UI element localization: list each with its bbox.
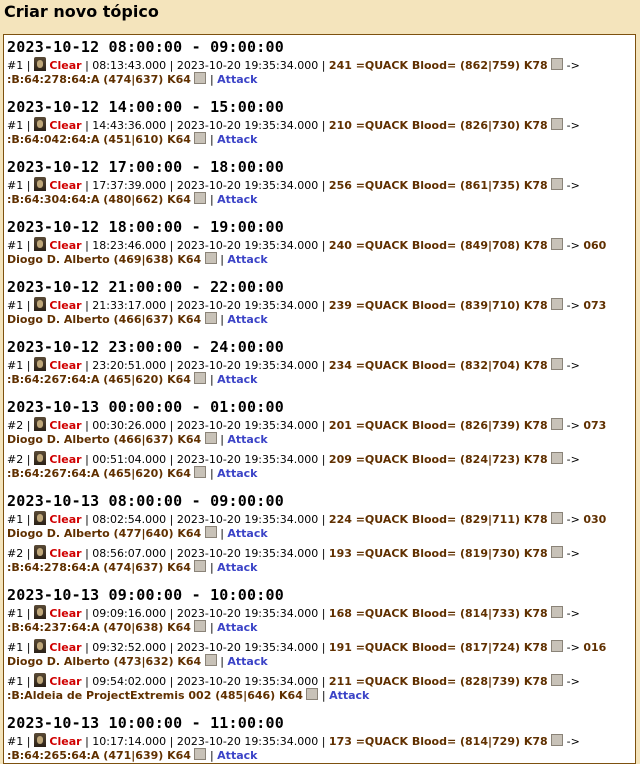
- command-row: #1 | Clear | 17:37:39.000 | 2023-10-20 19:35:34.000 | 256 =QUACK Blood= (861|735) K78 -> :B:64:304:64:A (480|662) K64 | Attack: [7, 179, 580, 206]
- village-info-icon[interactable]: [205, 252, 217, 264]
- attack-link[interactable]: Attack: [217, 373, 258, 386]
- attack-link[interactable]: Attack: [329, 689, 370, 702]
- attack-link[interactable]: Attack: [217, 561, 258, 574]
- command-number: #1: [7, 299, 24, 312]
- section-header: 2023-10-13 10:00:00 - 11:00:00: [7, 714, 284, 732]
- arrow-label: ->: [566, 735, 580, 748]
- village-info-icon[interactable]: [551, 118, 563, 130]
- section-header: 2023-10-12 21:00:00 - 22:00:00: [7, 278, 284, 296]
- clear-label: Clear: [49, 453, 82, 466]
- unit-icon: [34, 451, 46, 465]
- send-time: 23:20:51.000: [92, 359, 167, 372]
- send-time: 09:09:16.000: [92, 607, 167, 620]
- unit-icon: [34, 605, 46, 619]
- village-info-icon[interactable]: [551, 298, 563, 310]
- time-section: [7, 215, 632, 266]
- command-number: #1: [7, 607, 24, 620]
- command-row: #1 | Clear | 09:54:02.000 | 2023-10-20 19:35:34.000 | 211 =QUACK Blood= (828|739) K78 -> :B:Aldeia de ProjectExtremis 002 (485|646) K64 | Attack: [7, 675, 580, 702]
- clear-label: Clear: [49, 179, 82, 192]
- village-info-icon[interactable]: [551, 640, 563, 652]
- clear-label: Clear: [49, 59, 82, 72]
- village-info-icon[interactable]: [205, 654, 217, 666]
- arrow-label: ->: [566, 641, 580, 654]
- clear-label: Clear: [49, 419, 82, 432]
- village-info-icon[interactable]: [194, 192, 206, 204]
- clear-label: Clear: [49, 675, 82, 688]
- command-number: #2: [7, 547, 24, 560]
- send-time: 17:37:39.000: [92, 179, 167, 192]
- section-header: 2023-10-13 09:00:00 - 10:00:00: [7, 586, 284, 604]
- village-info-icon[interactable]: [551, 606, 563, 618]
- origin-village[interactable]: :B:64:304:64:A (480|662) K64: [7, 193, 191, 206]
- command-number: #1: [7, 239, 24, 252]
- command-number: #1: [7, 735, 24, 748]
- time-section: [7, 489, 632, 574]
- send-time: 09:32:52.000: [92, 641, 167, 654]
- village-info-icon[interactable]: [551, 734, 563, 746]
- command-number: #1: [7, 59, 24, 72]
- time-section: [7, 95, 632, 146]
- command-row: #2 | Clear | 00:51:04.000 | 2023-10-20 19:35:34.000 | 209 =QUACK Blood= (824|723) K78 -> :B:64:267:64:A (465|620) K64 | Attack: [7, 453, 580, 480]
- arrival-time: 2023-10-20 19:35:34.000: [176, 675, 319, 688]
- arrival-time: 2023-10-20 19:35:34.000: [176, 59, 319, 72]
- arrival-time: 2023-10-20 19:35:34.000: [176, 641, 319, 654]
- arrival-time: 2023-10-20 19:35:34.000: [176, 299, 319, 312]
- arrow-label: ->: [566, 119, 580, 132]
- arrival-time: 2023-10-20 19:35:34.000: [176, 419, 319, 432]
- section-header: 2023-10-12 17:00:00 - 18:00:00: [7, 158, 284, 176]
- target-village[interactable]: 173 =QUACK Blood= (814|729) K78: [328, 735, 548, 748]
- unit-icon: [34, 177, 46, 191]
- clear-label: Clear: [49, 359, 82, 372]
- village-info-icon[interactable]: [551, 674, 563, 686]
- arrival-time: 2023-10-20 19:35:34.000: [176, 453, 319, 466]
- target-village[interactable]: 210 =QUACK Blood= (826|730) K78: [328, 119, 548, 132]
- attack-link[interactable]: Attack: [217, 749, 258, 762]
- attack-link[interactable]: Attack: [227, 655, 268, 668]
- unit-icon: [34, 733, 46, 747]
- attack-link[interactable]: Attack: [217, 621, 258, 634]
- command-row: #2 | Clear | 08:56:07.000 | 2023-10-20 19:35:34.000 | 193 =QUACK Blood= (819|730) K78 -> :B:64:278:64:A (474|637) K64 | Attack: [7, 547, 580, 574]
- unit-icon: [34, 511, 46, 525]
- origin-village[interactable]: :B:64:278:64:A (474|637) K64: [7, 73, 191, 86]
- village-info-icon[interactable]: [194, 466, 206, 478]
- target-village[interactable]: 193 =QUACK Blood= (819|730) K78: [328, 547, 548, 560]
- attack-link[interactable]: Attack: [217, 133, 258, 146]
- send-time: 00:51:04.000: [92, 453, 167, 466]
- arrival-time: 2023-10-20 19:35:34.000: [176, 513, 319, 526]
- origin-village[interactable]: :B:64:278:64:A (474|637) K64: [7, 561, 191, 574]
- clear-label: Clear: [49, 607, 82, 620]
- command-row: #1 | Clear | 09:32:52.000 | 2023-10-20 19:35:34.000 | 191 =QUACK Blood= (817|724) K78 -> 016 Diogo D. Alberto (473|632) K64 | Attack: [7, 641, 607, 668]
- origin-village[interactable]: :B:64:267:64:A (465|620) K64: [7, 373, 191, 386]
- arrow-label: ->: [566, 239, 580, 252]
- village-info-icon[interactable]: [551, 358, 563, 370]
- arrow-label: ->: [566, 359, 580, 372]
- arrow-label: ->: [566, 453, 580, 466]
- origin-village[interactable]: :B:64:237:64:A (470|638) K64: [7, 621, 191, 634]
- target-village[interactable]: 168 =QUACK Blood= (814|733) K78: [328, 607, 548, 620]
- clear-label: Clear: [49, 735, 82, 748]
- village-info-icon[interactable]: [194, 72, 206, 84]
- send-time: 09:54:02.000: [92, 675, 167, 688]
- command-row: #1 | Clear | 09:09:16.000 | 2023-10-20 19:35:34.000 | 168 =QUACK Blood= (814|733) K78 -> :B:64:237:64:A (470|638) K64 | Attack: [7, 607, 580, 634]
- send-time: 18:23:46.000: [92, 239, 167, 252]
- arrow-label: ->: [566, 419, 580, 432]
- village-info-icon[interactable]: [551, 238, 563, 250]
- clear-label: Clear: [49, 641, 82, 654]
- command-number: #1: [7, 119, 24, 132]
- command-row: #1 | Clear | 08:02:54.000 | 2023-10-20 19:35:34.000 | 224 =QUACK Blood= (829|711) K78 -> 030 Diogo D. Alberto (477|640) K64 | Attack: [7, 513, 607, 540]
- clear-label: Clear: [49, 299, 82, 312]
- arrow-label: ->: [566, 299, 580, 312]
- arrow-label: ->: [566, 179, 580, 192]
- unit-icon: [34, 357, 46, 371]
- send-time: 14:43:36.000: [92, 119, 167, 132]
- time-section: [7, 35, 632, 86]
- attack-link[interactable]: Attack: [227, 527, 268, 540]
- arrow-label: ->: [566, 59, 580, 72]
- send-time: 08:56:07.000: [92, 547, 167, 560]
- target-village[interactable]: 241 =QUACK Blood= (862|759) K78: [328, 59, 548, 72]
- arrival-time: 2023-10-20 19:35:34.000: [176, 239, 319, 252]
- attack-link[interactable]: Attack: [227, 253, 268, 266]
- command-number: #2: [7, 453, 24, 466]
- village-info-icon[interactable]: [205, 526, 217, 538]
- section-header: 2023-10-12 18:00:00 - 19:00:00: [7, 218, 284, 236]
- time-section: [7, 155, 632, 206]
- arrow-label: ->: [566, 607, 580, 620]
- village-info-icon[interactable]: [551, 512, 563, 524]
- village-info-icon[interactable]: [194, 620, 206, 632]
- village-info-icon[interactable]: [205, 432, 217, 444]
- origin-village[interactable]: 030 Diogo D. Alberto (477|640) K64: [7, 513, 607, 540]
- target-village[interactable]: 201 =QUACK Blood= (826|739) K78: [328, 419, 548, 432]
- section-header: 2023-10-12 08:00:00 - 09:00:00: [7, 38, 284, 56]
- arrow-label: ->: [566, 547, 580, 560]
- target-village[interactable]: 209 =QUACK Blood= (824|723) K78: [328, 453, 548, 466]
- attack-link[interactable]: Attack: [227, 313, 268, 326]
- section-header: 2023-10-13 08:00:00 - 09:00:00: [7, 492, 284, 510]
- arrival-time: 2023-10-20 19:35:34.000: [176, 359, 319, 372]
- section-header: 2023-10-12 23:00:00 - 24:00:00: [7, 338, 284, 356]
- time-section: [7, 711, 632, 762]
- village-info-icon[interactable]: [205, 312, 217, 324]
- village-info-icon[interactable]: [551, 178, 563, 190]
- command-number: #1: [7, 641, 24, 654]
- arrival-time: 2023-10-20 19:35:34.000: [176, 547, 319, 560]
- unit-icon: [34, 673, 46, 687]
- clear-label: Clear: [49, 513, 82, 526]
- section-header: 2023-10-12 14:00:00 - 15:00:00: [7, 98, 284, 116]
- attack-link[interactable]: Attack: [227, 433, 268, 446]
- origin-village[interactable]: 073 Diogo D. Alberto (466|637) K64: [7, 419, 607, 446]
- command-number: #1: [7, 513, 24, 526]
- arrow-label: ->: [566, 513, 580, 526]
- origin-village[interactable]: :B:64:042:64:A (451|610) K64: [7, 133, 191, 146]
- time-section: [7, 275, 632, 326]
- village-info-icon[interactable]: [551, 546, 563, 558]
- clear-label: Clear: [49, 239, 82, 252]
- clear-label: Clear: [49, 547, 82, 560]
- target-village[interactable]: 234 =QUACK Blood= (832|704) K78: [328, 359, 548, 372]
- command-number: #1: [7, 359, 24, 372]
- time-section: [7, 583, 632, 702]
- village-info-icon[interactable]: [194, 372, 206, 384]
- target-village[interactable]: 239 =QUACK Blood= (839|710) K78: [328, 299, 548, 312]
- command-row: #1 | Clear | 18:23:46.000 | 2023-10-20 19:35:34.000 | 240 =QUACK Blood= (849|708) K78 -> 060 Diogo D. Alberto (469|638) K64 | Attack: [7, 239, 607, 266]
- send-time: 08:13:43.000: [92, 59, 167, 72]
- arrival-time: 2023-10-20 19:35:34.000: [176, 179, 319, 192]
- village-info-icon[interactable]: [194, 560, 206, 572]
- command-row: #1 | Clear | 14:43:36.000 | 2023-10-20 19:35:34.000 | 210 =QUACK Blood= (826|730) K78 -> :B:64:042:64:A (451|610) K64 | Attack: [7, 119, 580, 146]
- arrival-time: 2023-10-20 19:35:34.000: [176, 607, 319, 620]
- arrival-time: 2023-10-20 19:35:34.000: [176, 735, 319, 748]
- unit-icon: [34, 545, 46, 559]
- origin-village[interactable]: 060 Diogo D. Alberto (469|638) K64: [7, 239, 607, 266]
- command-number: #1: [7, 179, 24, 192]
- unit-icon: [34, 417, 46, 431]
- village-info-icon[interactable]: [306, 688, 318, 700]
- command-number: #2: [7, 419, 24, 432]
- target-village[interactable]: 256 =QUACK Blood= (861|735) K78: [328, 179, 548, 192]
- command-row: #1 | Clear | 23:20:51.000 | 2023-10-20 19:35:34.000 | 234 =QUACK Blood= (832|704) K78 -> :B:64:267:64:A (465|620) K64 | Attack: [7, 359, 580, 386]
- target-village[interactable]: 211 =QUACK Blood= (828|739) K78: [328, 675, 548, 688]
- village-info-icon[interactable]: [551, 58, 563, 70]
- origin-village[interactable]: :B:64:267:64:A (465|620) K64: [7, 467, 191, 480]
- command-row: #1 | Clear | 08:13:43.000 | 2023-10-20 19:35:34.000 | 241 =QUACK Blood= (862|759) K78 -> :B:64:278:64:A (474|637) K64 | Attack: [7, 59, 580, 86]
- origin-village[interactable]: :B:Aldeia de ProjectExtremis 002 (485|646) K64: [7, 689, 303, 702]
- village-info-icon[interactable]: [551, 452, 563, 464]
- command-number: #1: [7, 675, 24, 688]
- arrival-time: 2023-10-20 19:35:34.000: [176, 119, 319, 132]
- section-header: 2023-10-13 00:00:00 - 01:00:00: [7, 398, 284, 416]
- command-row: #2 | Clear | 00:30:26.000 | 2023-10-20 19:35:34.000 | 201 =QUACK Blood= (826|739) K78 -> 073 Diogo D. Alberto (466|637) K64 | Attack: [7, 419, 607, 446]
- unit-icon: [34, 639, 46, 653]
- origin-village[interactable]: 016 Diogo D. Alberto (473|632) K64: [7, 641, 607, 668]
- unit-icon: [34, 237, 46, 251]
- target-village[interactable]: 240 =QUACK Blood= (849|708) K78: [328, 239, 548, 252]
- target-village[interactable]: 224 =QUACK Blood= (829|711) K78: [328, 513, 548, 526]
- target-village[interactable]: 191 =QUACK Blood= (817|724) K78: [328, 641, 548, 654]
- village-info-icon[interactable]: [194, 748, 206, 760]
- village-info-icon[interactable]: [194, 132, 206, 144]
- time-section: [7, 395, 632, 480]
- command-row: #1 | Clear | 21:33:17.000 | 2023-10-20 19:35:34.000 | 239 =QUACK Blood= (839|710) K78 -> 073 Diogo D. Alberto (466|637) K64 | Attack: [7, 299, 607, 326]
- time-section: [7, 335, 632, 386]
- origin-village[interactable]: 073 Diogo D. Alberto (466|637) K64: [7, 299, 607, 326]
- arrow-label: ->: [566, 675, 580, 688]
- send-time: 10:17:14.000: [92, 735, 167, 748]
- command-row: #1 | Clear | 10:17:14.000 | 2023-10-20 19:35:34.000 | 173 =QUACK Blood= (814|729) K78 -> :B:64:265:64:A (471|639) K64 | Attack: [7, 735, 580, 762]
- page-title: Criar novo tópico: [4, 2, 159, 21]
- content-box: [3, 34, 636, 764]
- attack-link[interactable]: Attack: [217, 467, 258, 480]
- unit-icon: [34, 297, 46, 311]
- unit-icon: [34, 57, 46, 71]
- attack-link[interactable]: Attack: [217, 193, 258, 206]
- unit-icon: [34, 117, 46, 131]
- attack-link[interactable]: Attack: [217, 73, 258, 86]
- village-info-icon[interactable]: [551, 418, 563, 430]
- send-time: 08:02:54.000: [92, 513, 167, 526]
- send-time: 00:30:26.000: [92, 419, 167, 432]
- origin-village[interactable]: :B:64:265:64:A (471|639) K64: [7, 749, 191, 762]
- send-time: 21:33:17.000: [92, 299, 167, 312]
- clear-label: Clear: [49, 119, 82, 132]
